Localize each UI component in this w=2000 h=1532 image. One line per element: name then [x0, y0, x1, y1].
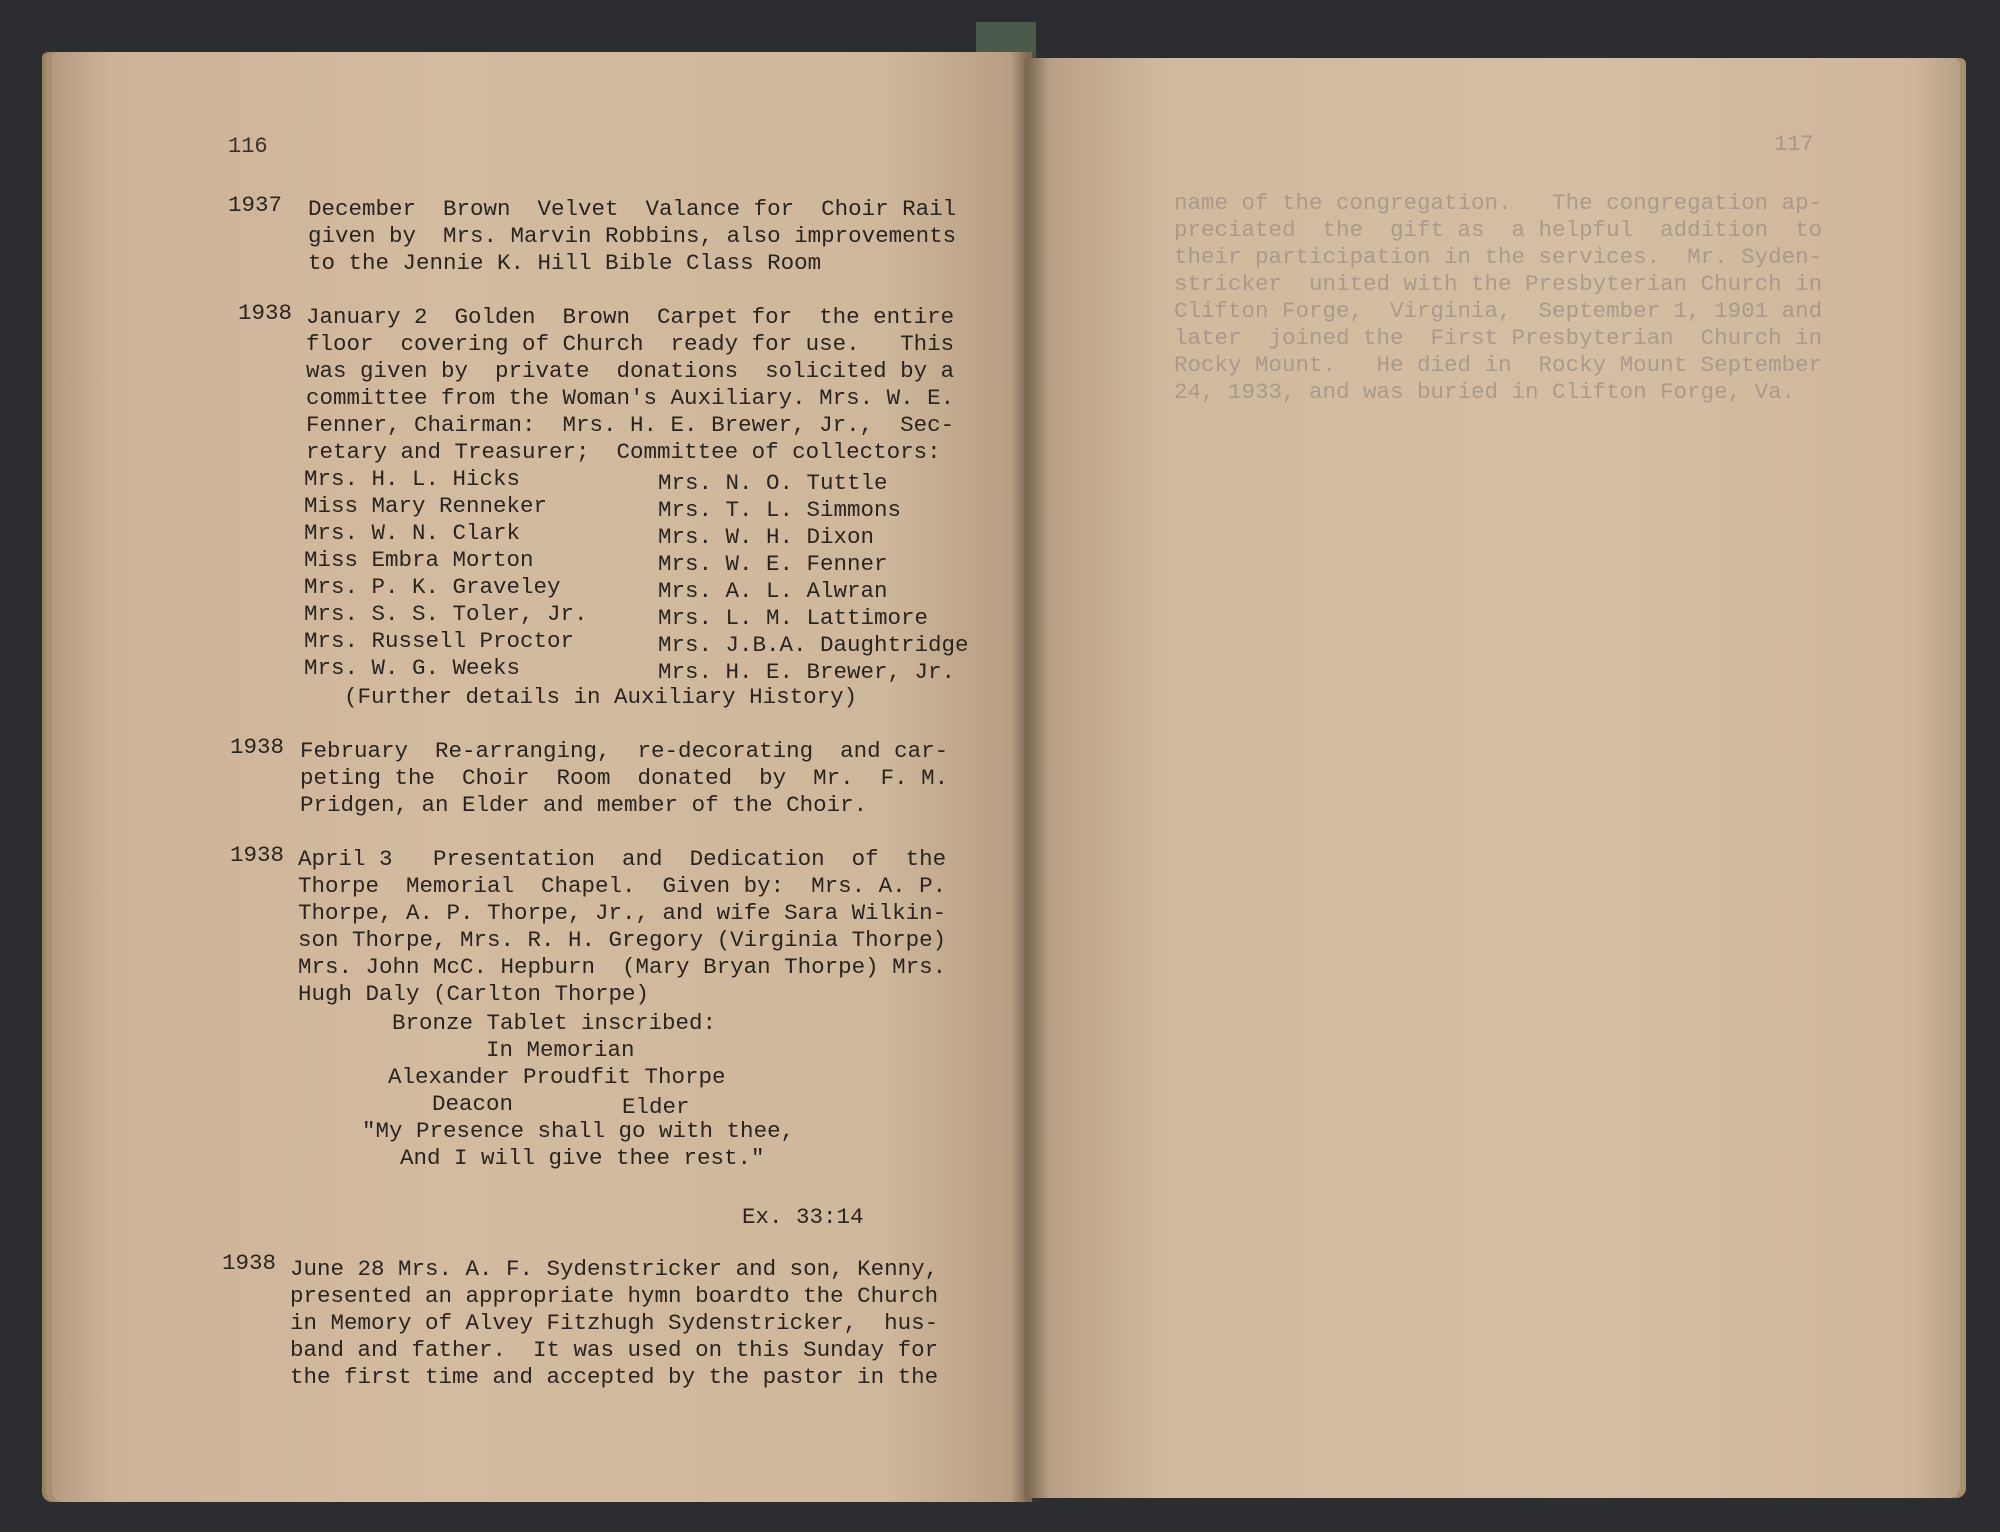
entry-line: in Memory of Alvey Fitzhugh Sydenstricker, hus- [290, 1310, 939, 1336]
entry-line: son Thorpe, Mrs. R. H. Gregory (Virginia Thorpe) [298, 927, 947, 953]
tablet-quote: And I will give thee rest." [400, 1145, 765, 1171]
left-page-number: 116 [228, 134, 268, 159]
collector-name: Mrs. A. L. Alwran [658, 578, 888, 604]
tablet-line: In Memorian [486, 1037, 635, 1063]
entry-line: June 28 Mrs. A. F. Sydenstricker and son, Kenny, [290, 1256, 939, 1282]
collector-name: Mrs. S. S. Toler, Jr. [304, 601, 588, 627]
entry-line: January 2 Golden Brown Carpet for the entire [306, 304, 955, 330]
tablet-role-elder: Elder [622, 1094, 690, 1120]
continuation-line: name of the congregation. The congregation ap- [1174, 190, 1823, 216]
collector-name: Mrs. N. O. Tuttle [658, 470, 888, 496]
entry-line: presented an appropriate hymn boardto the Church [290, 1283, 939, 1309]
collector-name: Mrs. H. E. Brewer, Jr. [658, 659, 956, 685]
collector-name: Mrs. J.B.A. Daughtridge [658, 632, 969, 658]
entry-line: February Re-arranging, re-decorating and car- [300, 738, 949, 764]
entry-line: band and father. It was used on this Sunday for [290, 1337, 939, 1363]
entry-line: to the Jennie K. Hill Bible Class Room [308, 250, 822, 276]
continuation-line: later joined the First Presbyterian Church in [1174, 325, 1823, 351]
collector-name: Mrs. Russell Proctor [304, 628, 575, 654]
entry-year: 1938 [230, 842, 285, 868]
entry-year: 1938 [222, 1250, 277, 1276]
entry-year: 1938 [238, 300, 293, 326]
tablet-quote: "My Presence shall go with thee, [362, 1118, 795, 1144]
entry-line: peting the Choir Room donated by Mr. F. M. [300, 765, 949, 791]
collector-name: Mrs. W. E. Fenner [658, 551, 888, 577]
continuation-line: stricker united with the Presbyterian Church in [1174, 271, 1823, 297]
tablet-name: Alexander Proudfit Thorpe [388, 1064, 726, 1090]
continuation-line: 24, 1933, and was buried in Clifton Forge, Va. [1174, 379, 1796, 405]
entry-line: committee from the Woman's Auxiliary. Mrs. W. E. [306, 385, 955, 411]
collector-name: Mrs. H. L. Hicks [304, 466, 521, 492]
entry-line: Fenner, Chairman: Mrs. H. E. Brewer, Jr., Sec- [306, 412, 955, 438]
scripture-reference: Ex. 33:14 [742, 1204, 864, 1230]
entry-line: retary and Treasurer; Committee of collectors: [306, 439, 941, 465]
entry-year: 1937 [228, 192, 283, 218]
entry-line: Thorpe Memorial Chapel. Given by: Mrs. A. P. [298, 873, 947, 899]
entry-line: given by Mrs. Marvin Robbins, also improvements [308, 223, 957, 249]
entry-line: was given by private donations solicited by a [306, 358, 955, 384]
entry-year: 1938 [230, 734, 285, 760]
entry-line: April 3 Presentation and Dedication of the [298, 846, 947, 872]
entry-line: Hugh Daly (Carlton Thorpe) [298, 981, 650, 1007]
entry-line: Thorpe, A. P. Thorpe, Jr., and wife Sara Wilkin- [298, 900, 947, 926]
collector-name: Mrs. W. N. Clark [304, 520, 521, 546]
collector-name: Miss Mary Renneker [304, 493, 548, 519]
entry-line: Mrs. John McC. Hepburn (Mary Bryan Thorpe) Mrs. [298, 954, 947, 980]
collector-name: Mrs. W. H. Dixon [658, 524, 875, 550]
continuation-line: their participation in the services. Mr. Syden- [1174, 244, 1823, 270]
continuation-line: preciated the gift as a helpful addition to [1174, 217, 1823, 243]
collector-name: Mrs. T. L. Simmons [658, 497, 902, 523]
entry-line: Pridgen, an Elder and member of the Choir. [300, 792, 868, 818]
collector-name: Mrs. W. G. Weeks [304, 655, 521, 681]
continuation-line: Clifton Forge, Virginia, September 1, 1901 and [1174, 298, 1823, 324]
entry-line: floor covering of Church ready for use. This [306, 331, 955, 357]
collector-name: Mrs. P. K. Graveley [304, 574, 561, 600]
continuation-line: Rocky Mount. He died in Rocky Mount September [1174, 352, 1823, 378]
entry-line: the first time and accepted by the pastor in the [290, 1364, 939, 1390]
book-spine [1010, 52, 1046, 1502]
tablet-role-deacon: Deacon [432, 1091, 514, 1117]
collector-name: Miss Embra Morton [304, 547, 534, 573]
further-details-note: (Further details in Auxiliary History) [344, 684, 858, 710]
collector-name: Mrs. L. M. Lattimore [658, 605, 929, 631]
right-page-number: 117 [1774, 132, 1814, 157]
entry-line: December Brown Velvet Valance for Choir Rail [308, 196, 957, 222]
tablet-heading: Bronze Tablet inscribed: [392, 1010, 717, 1036]
